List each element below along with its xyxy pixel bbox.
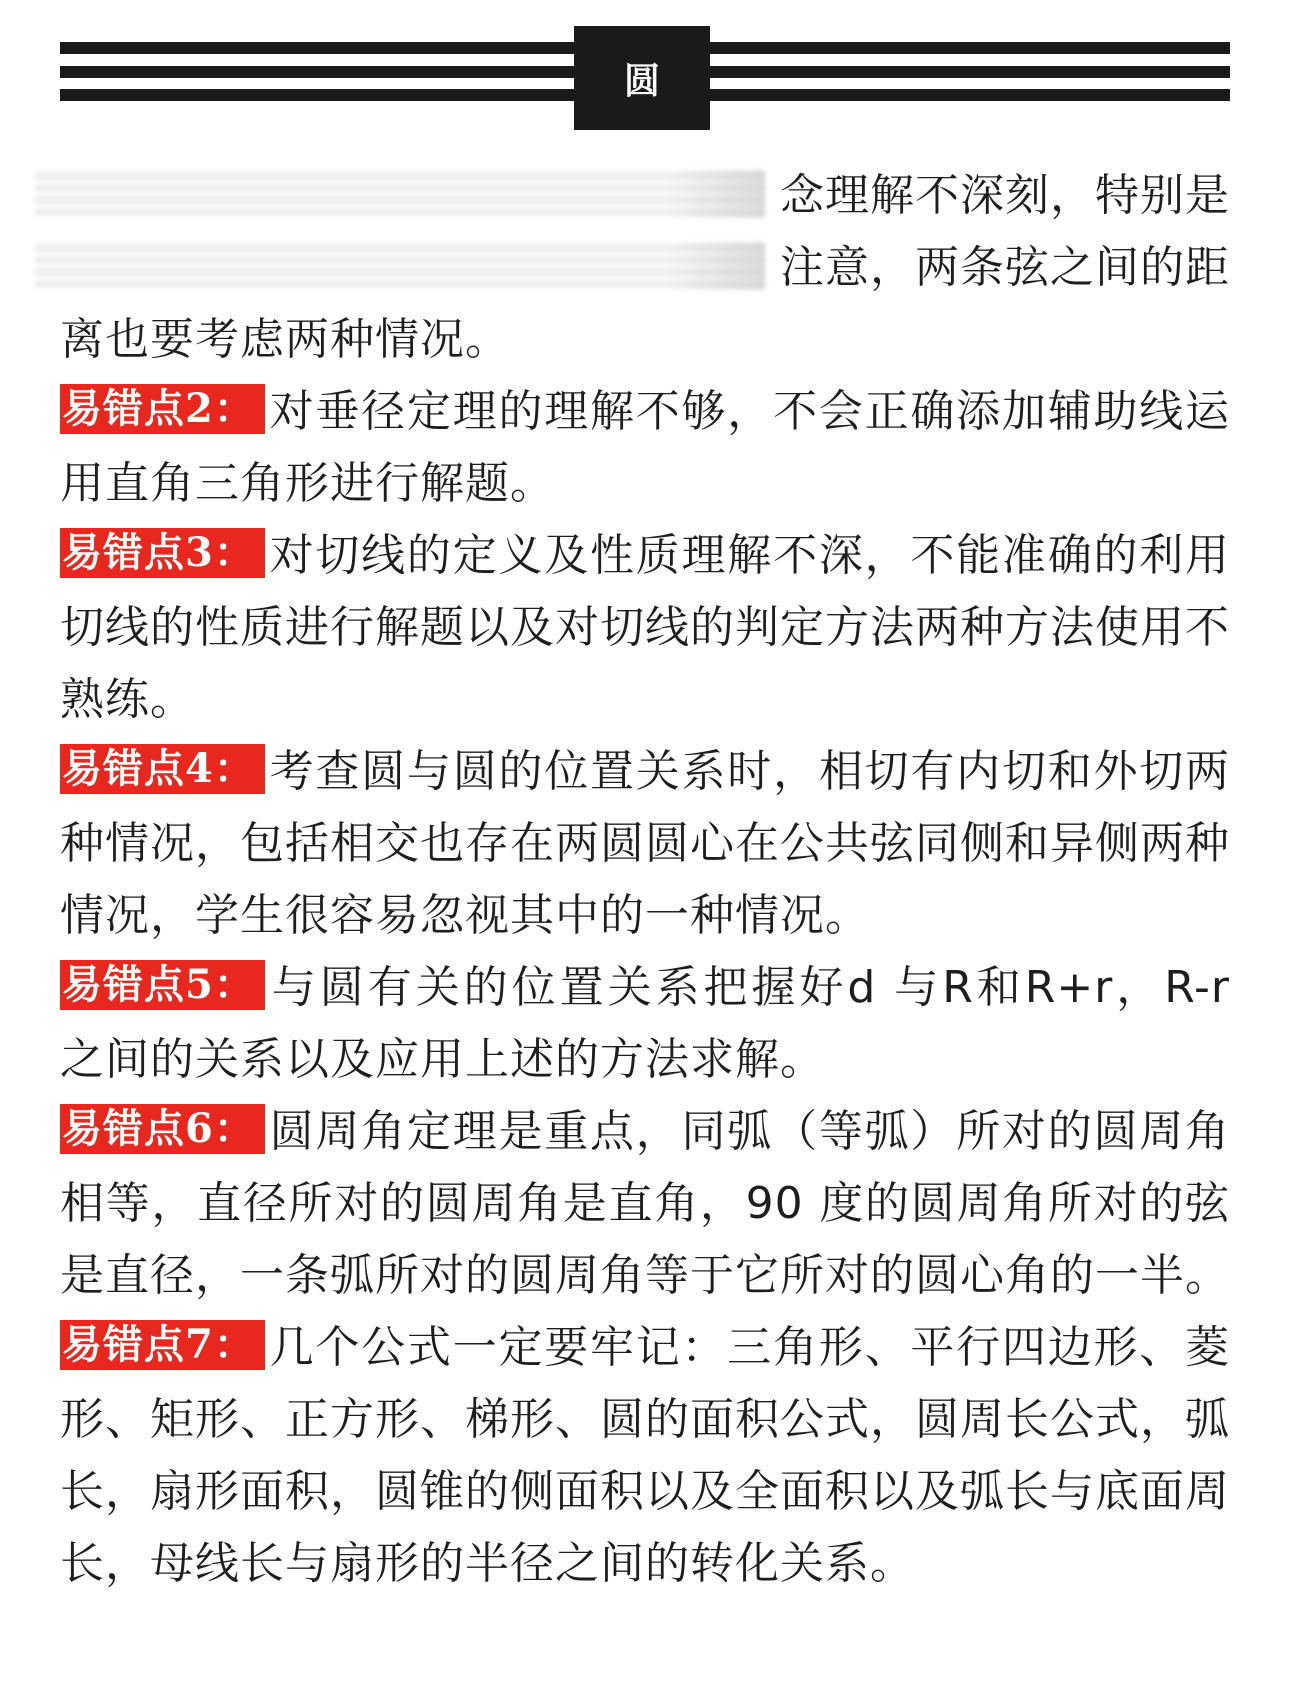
error-point-label: 易错点2：	[60, 384, 265, 434]
error-point-3	[60, 520, 1230, 736]
intro-paragraph	[60, 160, 1230, 376]
error-point-text: 对垂径定理的理解不够，不会正确添加辅助线运用直角三角形进行解题。	[60, 386, 1230, 509]
error-point-label: 易错点5：	[60, 960, 265, 1010]
article-body	[60, 160, 1230, 1600]
error-point-5	[60, 952, 1230, 1096]
error-point-2	[60, 376, 1230, 520]
error-point-label: 易错点6：	[60, 1104, 265, 1154]
faded-text-overlay	[35, 242, 765, 290]
intro-line: 念理解不深刻，特别是	[780, 170, 1230, 221]
error-point-label: 易错点4：	[60, 744, 265, 794]
section-banner	[60, 26, 1230, 130]
error-point-7	[60, 1312, 1230, 1600]
error-point-label: 易错点3：	[60, 528, 265, 578]
error-point-text: 圆周角定理是重点，同弧（等弧）所对的圆周角相等，直径所对的圆周角是直角，90 度的圆周角所对的弦是直径，一条弧所对的圆周角等于它所对的圆心角的一半。	[60, 1106, 1230, 1301]
error-point-6	[60, 1096, 1230, 1312]
intro-line: 离也要考虑两种情况。	[60, 314, 510, 365]
error-point-text: 与圆有关的位置关系把握好d 与R和R+r，R-r 之间的关系以及应用上述的方法求解。	[60, 962, 1230, 1085]
section-title: 圆	[623, 60, 660, 102]
error-point-label: 易错点7：	[60, 1320, 265, 1370]
error-point-4	[60, 736, 1230, 952]
intro-line: 注意，两条弦之间的距	[780, 242, 1230, 293]
error-point-text: 对切线的定义及性质理解不深，不能准确的利用切线的性质进行解题以及对切线的判定方法两种方法使用不熟练。	[60, 530, 1230, 725]
error-point-text: 几个公式一定要牢记：三角形、平行四边形、菱形、矩形、正方形、梯形、圆的面积公式，圆周长公式，弧长，扇形面积，圆锥的侧面积以及全面积以及弧长与底面周长，母线长与扇形的半径之间的转化关系。	[60, 1322, 1230, 1589]
error-point-text: 考查圆与圆的位置关系时，相切有内切和外切两种情况，包括相交也存在两圆圆心在公共弦同侧和异侧两种情况，学生很容易忽视其中的一种情况。	[60, 746, 1230, 941]
faded-text-overlay	[35, 170, 765, 218]
banner-title-box	[574, 26, 710, 130]
